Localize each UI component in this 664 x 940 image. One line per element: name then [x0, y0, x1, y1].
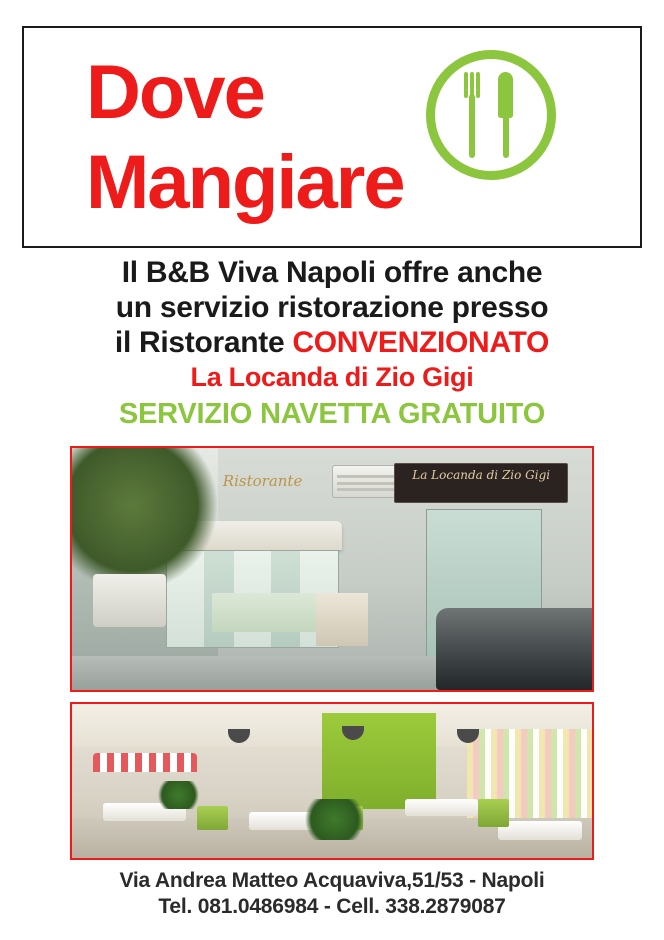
footer-block	[0, 868, 664, 921]
outdoor-chair	[316, 593, 368, 646]
knife-icon	[498, 72, 514, 158]
photo-restaurant-exterior	[70, 446, 594, 692]
headline-line-3-prefix: il Ristorante	[114, 325, 293, 359]
potted-plant	[155, 781, 202, 809]
headline-line-2: un servizio ristorazione presso	[115, 290, 549, 324]
shuttle-service-note: SERVIZIO NAVETTA GRATUITO	[118, 397, 546, 430]
dining-table	[405, 799, 478, 816]
logo-line-dove: Dove	[86, 50, 264, 135]
fork-tine	[464, 72, 468, 98]
phone-line: Tel. 081.0486984 - Cell. 338.2879087	[158, 895, 506, 919]
headline-line-1: Il B&B Viva Napoli offre anche	[121, 256, 543, 289]
knife-handle	[503, 114, 509, 158]
louver	[337, 482, 396, 485]
louver	[337, 488, 396, 491]
striped-canopy	[93, 753, 197, 771]
knife-blade	[498, 72, 513, 118]
headline-line-3-highlight: CONVENZIONATO	[292, 325, 550, 359]
restaurant-sign	[394, 463, 568, 504]
dining-chair	[478, 799, 509, 827]
air-conditioner-unit	[332, 465, 402, 498]
green-wall-column	[322, 713, 436, 808]
logo-box	[22, 26, 642, 248]
potted-plant	[301, 799, 369, 839]
fork-stem	[469, 94, 475, 158]
tree	[70, 446, 218, 588]
logo-line-mangiare: Mangiare	[86, 140, 404, 225]
louver	[337, 475, 396, 478]
fork-icon	[464, 72, 481, 158]
fork-knife-circle-icon	[426, 50, 556, 180]
address-line: Via Andrea Matteo Acquaviva,51/53 - Napoli	[119, 869, 545, 892]
scooter	[436, 608, 594, 690]
restaurant-sign-text: La Locanda di Zio Gigi	[412, 468, 551, 483]
headline-block	[0, 256, 664, 431]
dining-chair	[197, 806, 228, 831]
awning-text: Ristorante	[222, 472, 303, 491]
circle-shape	[426, 50, 556, 180]
photo-restaurant-interior	[70, 702, 594, 860]
fork-tine	[476, 72, 480, 98]
restaurant-name: La Locanda di Zio Gigi	[190, 362, 474, 393]
outdoor-table	[212, 593, 316, 632]
headline-line-3	[0, 326, 664, 361]
dining-table	[498, 821, 581, 839]
plant-pot	[93, 574, 166, 627]
